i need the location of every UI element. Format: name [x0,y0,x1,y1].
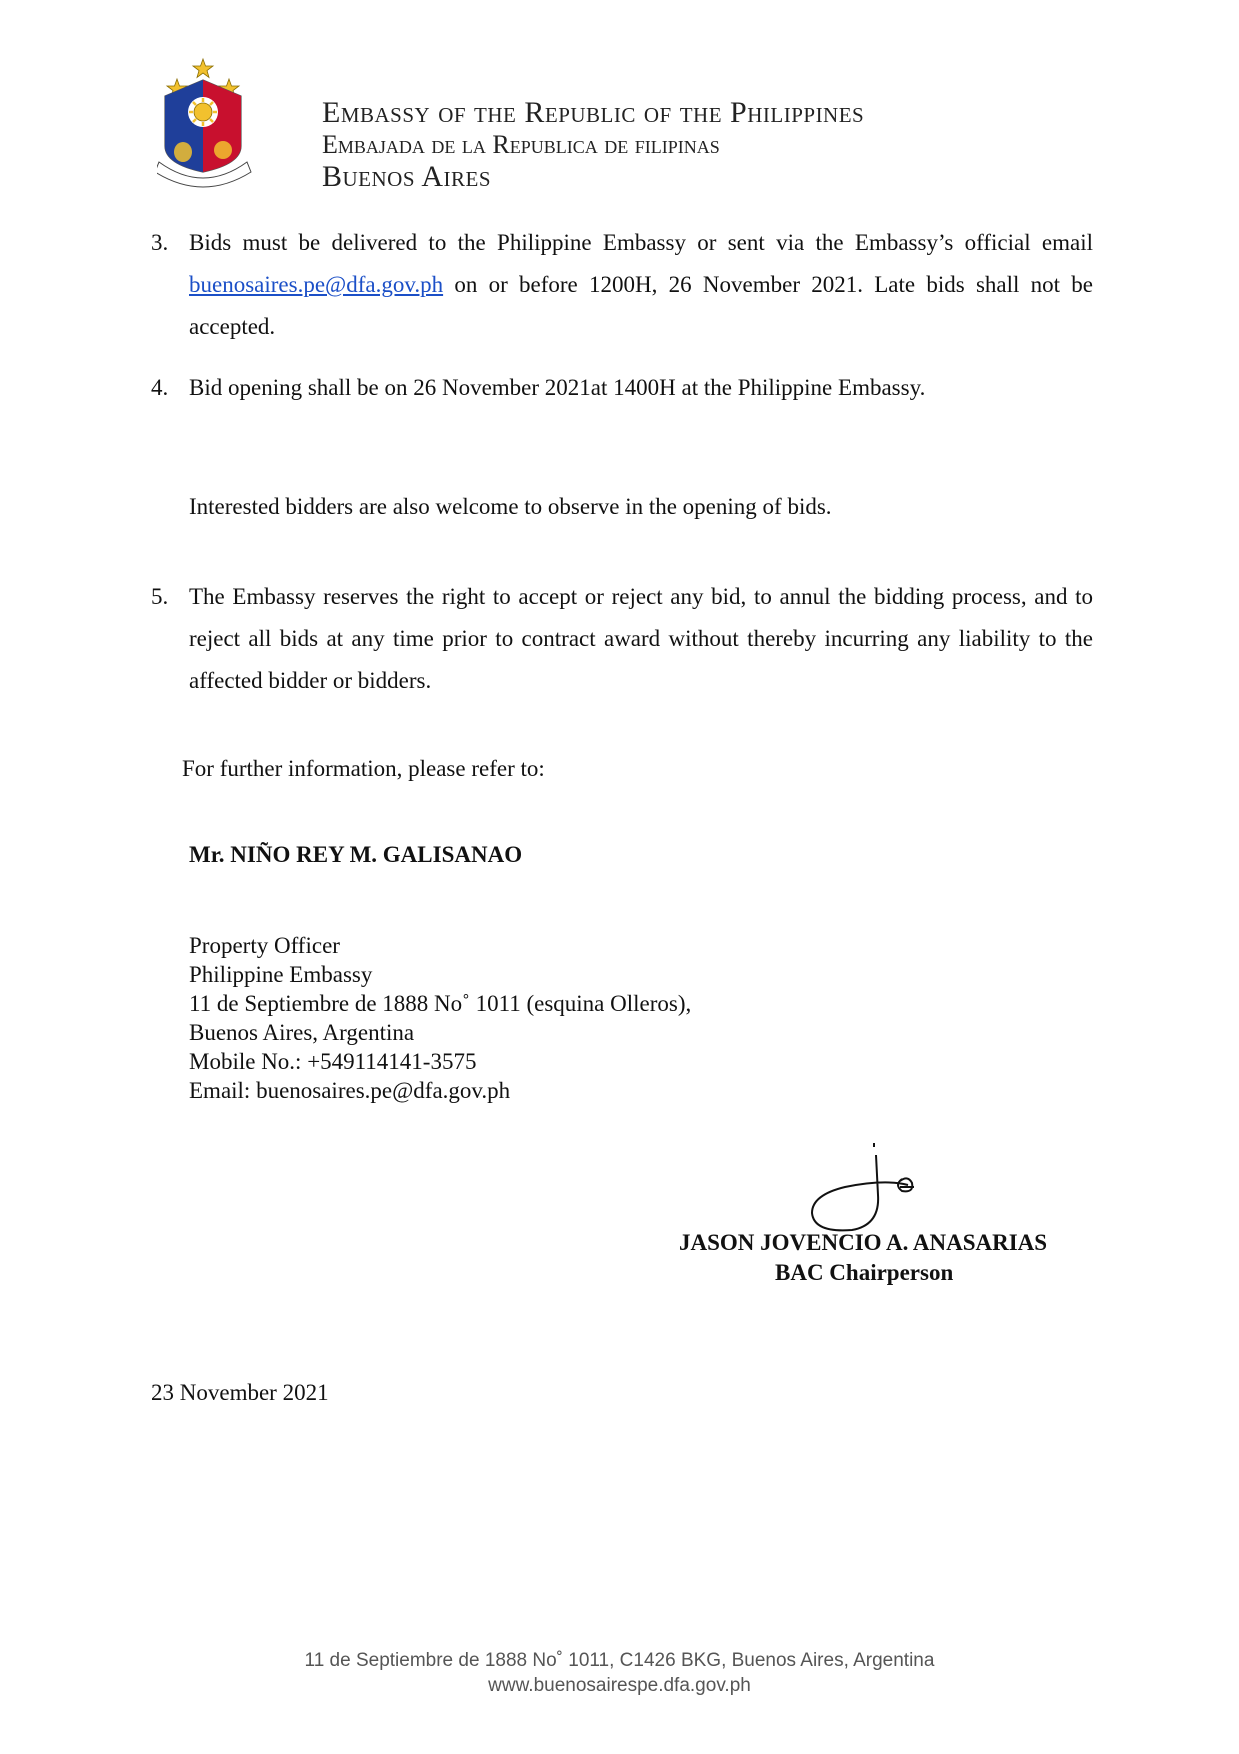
contact-mobile: Mobile No.: +549114141-3575 [189,1049,477,1074]
contact-email: Email: buenosaires.pe@dfa.gov.ph [189,1078,511,1103]
contact-address-1: 11 de Septiembre de 1888 No˚ 1011 (esquina Olleros), [189,991,692,1016]
item-text: The Embassy reserves the right to accept or reject any bid, to annul the bidding process, and to reject all bids at any time prior to contract award without thereby incurring any liability to the affected bidder or bidders. [189,584,1093,693]
footer-address: 11 de Septiembre de 1888 No˚ 1011, C1426 BKG, Buenos Aires, Argentina [304,1650,935,1671]
further-info: For further information, please refer to: [182,756,545,781]
item-note: Interested bidders are also welcome to observe in the opening of bids. [189,494,832,519]
embassy-name-en: Embassy of the Republic of the Philippines [322,96,865,129]
list-item-5 [151,576,1093,702]
item-number: 5. [151,584,169,609]
document-date: 23 November 2021 [151,1380,329,1405]
item-text: Bids must be delivered to the Philippine Embassy or sent via the Embassy’s official email [189,230,1093,255]
list-item-4 [151,367,1093,409]
embassy-city: Buenos Aires [322,160,492,193]
footer-website[interactable]: www.buenosairespe.dfa.gov.ph [488,1675,751,1696]
email-link[interactable]: buenosaires.pe@dfa.gov.ph [189,272,444,297]
handwritten-signature [790,1135,940,1235]
item-number: 4. [151,375,169,400]
contact-position: Property Officer [189,933,340,958]
contact-organization: Philippine Embassy [189,962,373,987]
item-text: Bid opening shall be on 26 November 2021at 1400H at the Philippine Embassy. [189,375,926,400]
philippine-seal-icon [157,54,279,190]
item-text: on or before 1200H, 26 November 2021. Late bids shall not be accepted. [189,272,1093,339]
contact-details [189,931,691,1105]
item-number: 3. [151,230,169,255]
contact-name: Mr. NIÑO REY M. GALISANAO [189,842,523,867]
signatory-title: BAC Chairperson [775,1260,954,1285]
signatory-name: JASON JOVENCIO A. ANASARIAS [679,1230,1048,1255]
embassy-name-es: Embajada de la Republica de filipinas [322,130,720,159]
list-item-3 [151,222,1093,348]
embassy-name [322,96,864,194]
contact-address-2: Buenos Aires, Argentina [189,1020,415,1045]
